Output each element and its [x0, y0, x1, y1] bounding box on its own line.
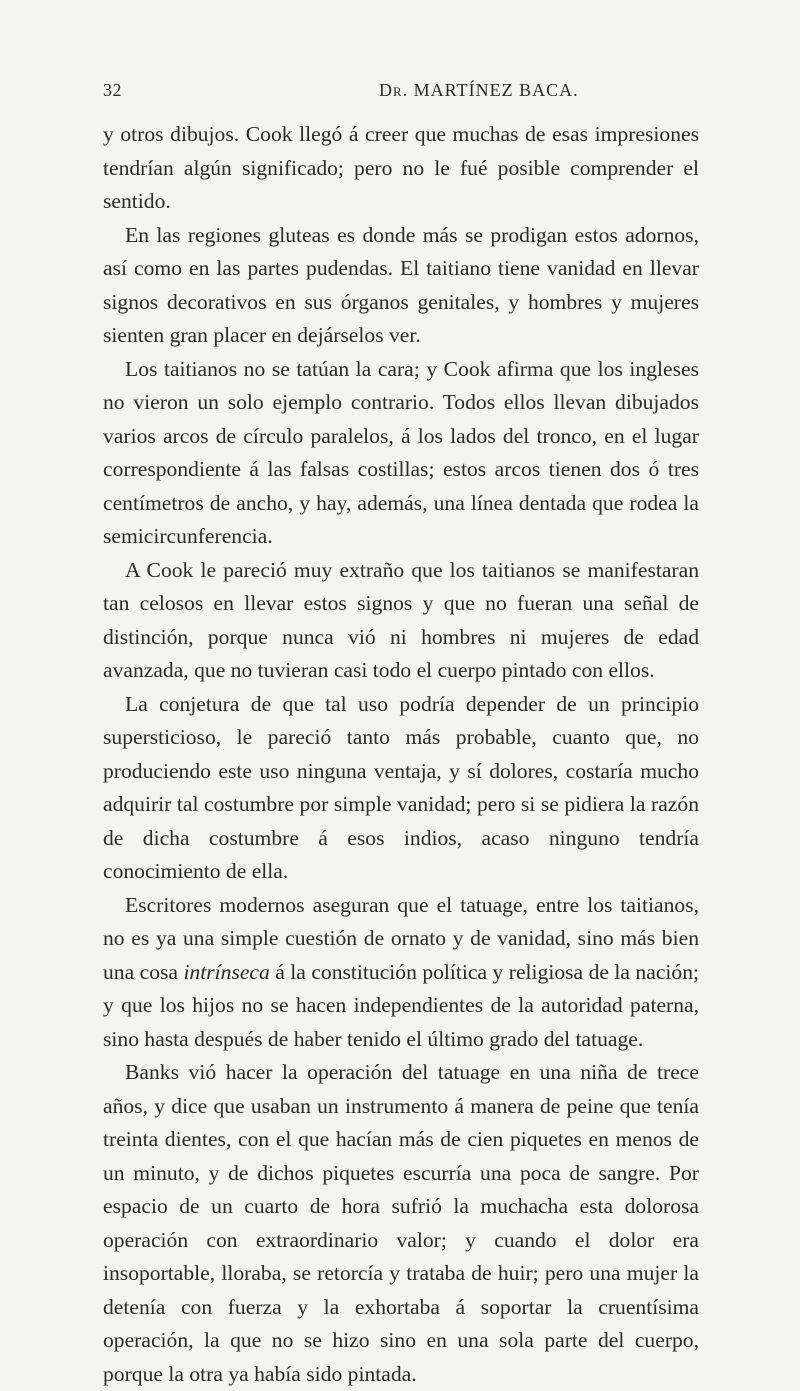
paragraph-text-after-emphasis: á la constitución política y religiosa de la nación; y que los hijos no se hacen independientes de la autoridad paterna, sino hasta después de haber tenido el último grado del tatuage. [103, 959, 699, 1051]
body-text [103, 118, 699, 1391]
emphasized-word: intrínseca [183, 959, 270, 984]
page-number: 32 [103, 80, 122, 100]
running-title: Dr. MARTÍNEZ BACA. [379, 80, 579, 100]
paragraph-continuation: y otros dibujos. Cook llegó á creer que muchas de esas impresiones tendrían algún significado; pero no le fué posible comprender el sentido. [103, 122, 699, 213]
paragraph-banks-operation: Banks vió hacer la operación del tatuage en una niña de trece años, y dice que usaban un instrumento á manera de peine que tenía treinta dientes, con el que hacían más de cien piquetes en menos de un minuto, y de dichos piquetes escurría una poca de sangre. Por espacio de un cuarto de hora sufrió la muchacha esta dolorosa operación con extraordinario valor; y cuando el dolor era insoportable, lloraba, se retorcía y trataba de huir; pero una mujer la detenía con fuerza y la exhortaba á soportar la cruentísima operación, la que no se hizo sino en una sola parte del cuerpo, porque la otra ya había sido pintada. [103, 1060, 699, 1386]
running-header [103, 80, 703, 104]
paragraph-gluteal-regions: En las regiones gluteas es donde más se prodigan estos adornos, así como en las partes pudendas. El taitiano tiene vanidad en llevar signos decorativos en sus órganos genitales, y hombres y mujeres sienten gran placer en dejárselos ver. [103, 222, 699, 347]
paragraph-superstition: La conjetura de que tal uso podría depender de un principio supersticioso, le pareció tanto más probable, cuanto que, no produciendo este uso ninguna ventaja, y sí dolores, costaría mucho adquirir tal costumbre por simple vanidad; pero si se pidiera la razón de dicha costumbre á esos indios, acaso ninguno tendría conocimiento de ella. [103, 691, 699, 883]
paragraph-text-before-emphasis: Escritores modernos aseguran que el tatuage, entre los taitianos, no es ya una simple cuestión de ornato y de vanidad, sino más bien una cosa [103, 892, 699, 984]
paragraph-modern-writers [103, 889, 699, 1057]
paragraph-cook-jealousy: A Cook le pareció muy extraño que los taitianos se manifestaran tan celosos en llevar estos signos y que no fueran una señal de distinción, porque nunca vió ni hombres ni mujeres de edad avanzada, que no tuvieran casi todo el cuerpo pintado con ellos. [103, 557, 699, 682]
paragraph-face-and-arcs: Los taitianos no se tatúan la cara; y Cook afirma que los ingleses no vieron un solo ejemplo contrario. Todos ellos llevan dibujados varios arcos de círculo paralelos, á los lados del tronco, en el lugar correspondiente á las falsas costillas; estos arcos tienen dos ó tres centímetros de ancho, y hay, además, una línea dentada que rodea la semicircunferencia. [103, 356, 699, 548]
